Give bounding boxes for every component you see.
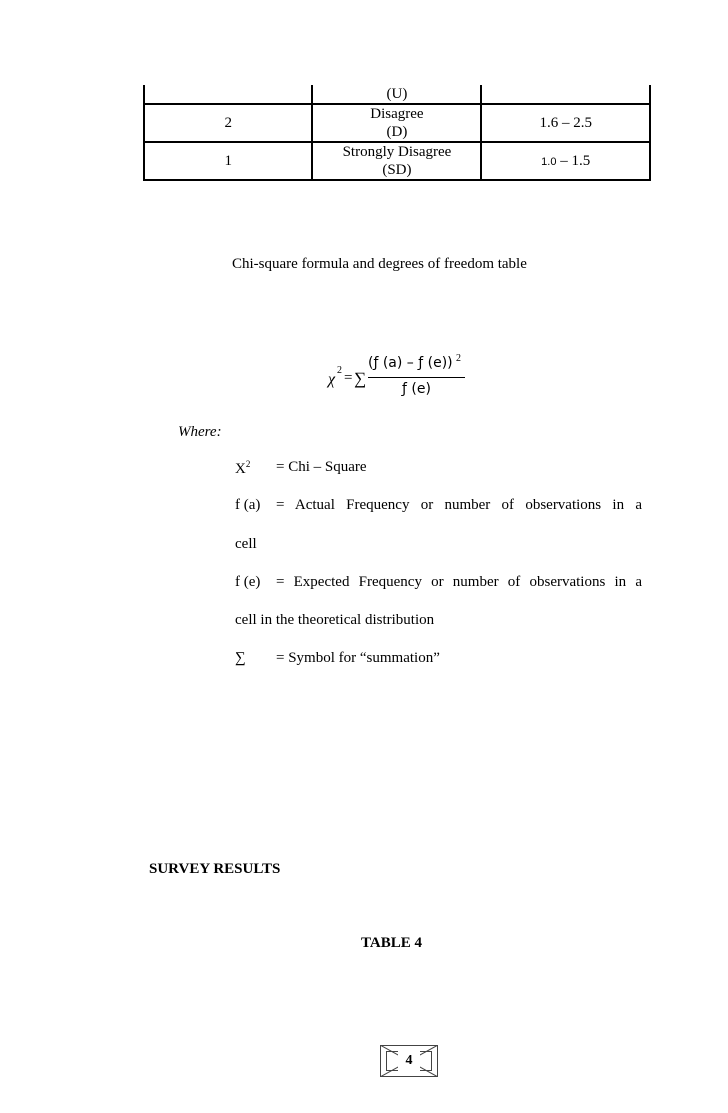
range-high-value: – 1.5 <box>556 152 591 169</box>
table-row <box>144 104 650 142</box>
page-number: 4 <box>398 1051 420 1071</box>
label-cell <box>312 104 481 142</box>
label-line: Strongly Disagree <box>342 144 452 160</box>
range-cell: 1.6 – 2.5 <box>481 104 650 142</box>
score-cell: 2 <box>144 104 312 142</box>
where-label: Where: <box>178 424 222 440</box>
range-cell <box>481 85 650 104</box>
equals-sign: = <box>344 370 353 386</box>
chi-square-formula <box>328 353 478 403</box>
definition-symbol: ∑ <box>235 650 246 666</box>
definition-symbol: f (e) <box>235 574 261 590</box>
definition-continuation: cell <box>235 536 257 552</box>
label-cell <box>312 142 481 180</box>
definition-text: = Chi – Square <box>276 459 367 475</box>
label-line: Disagree <box>370 106 424 122</box>
formula-numerator: (ƒ (a) – ƒ (e)) <box>368 355 453 371</box>
section-heading: SURVEY RESULTS <box>149 861 281 877</box>
chi-symbol: χ <box>328 371 336 388</box>
label-line: (D) <box>386 124 408 140</box>
definition-text: = Actual Frequency or number of observations in a <box>276 497 642 513</box>
range-cell <box>481 142 650 180</box>
formula-caption: Chi-square formula and degrees of freedom table <box>232 256 527 272</box>
sigma-symbol: ∑ <box>354 369 367 388</box>
score-cell: 1 <box>144 142 312 180</box>
fraction-bar <box>368 377 465 378</box>
definition-row <box>0 497 728 517</box>
definition-symbol: f (a) <box>235 497 261 513</box>
definition-continuation: cell in the theoretical distribution <box>235 612 435 628</box>
table-title: TABLE 4 <box>361 935 422 951</box>
definition-text: = Symbol for “summation” <box>276 650 440 666</box>
label-cell: (U) <box>312 85 481 104</box>
definition-symbol: $X^2$ <box>235 459 251 477</box>
definition-row <box>0 574 728 594</box>
table-row <box>144 142 650 180</box>
chi-exponent: 2 <box>337 365 342 376</box>
label-line: (SD) <box>382 162 412 178</box>
likert-scale-table <box>143 85 651 181</box>
page-number-box <box>380 1045 438 1077</box>
definition-text: = Expected Frequency or number of observations in a <box>276 574 642 590</box>
numerator-exponent: 2 <box>456 353 461 364</box>
score-cell <box>144 85 312 104</box>
range-low-value: 1.0 <box>541 155 557 168</box>
table-row <box>144 85 650 104</box>
formula-denominator: ƒ (e) <box>402 381 431 397</box>
